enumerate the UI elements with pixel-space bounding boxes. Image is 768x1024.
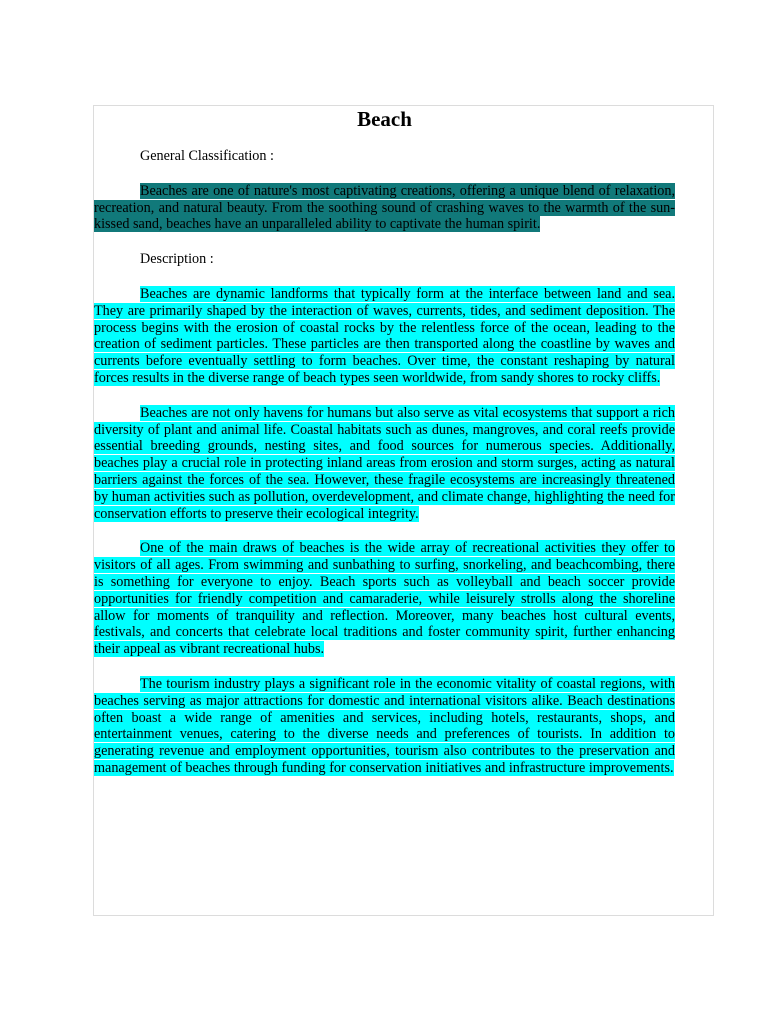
- description-text-1: Beaches are dynamic landforms that typically form at the interface between land and sea. They are primarily shaped by the interaction of waves, currents, tides, and sediment deposition. The process begins with the erosion of coastal rocks by the relentless force of the ocean, leading to the creation of sediment particles. These particles are then transported along the coastline by waves and currents before eventually settling to form beaches. Over time, the constant reshaping by natural forces results in the diverse range of beach types seen worldwide, from sandy shores to rocky cliffs.: [94, 285, 675, 386]
- description-paragraph-1: [94, 286, 675, 387]
- description-text-3: One of the main draws of beaches is the wide array of recreational activities they offer to visitors of all ages. From swimming and sunbathing to surfing, snorkeling, and beachcombing, there is something for everyone to enjoy. Beach sports such as volleyball and beach soccer provide opportunities for friendly competition and camaraderie, while leisurely strolls along the shoreline allow for moments of tranquility and reflection. Moreover, many beaches host cultural events, festivals, and concerts that celebrate local traditions and foster community spirit, further enhancing their appeal as vibrant recreational hubs.: [94, 540, 675, 658]
- general-classification-paragraph: [94, 183, 675, 233]
- description-text-4: The tourism industry plays a significant role in the economic vitality of coastal regions, with beaches serving as major attractions for domestic and international visitors alike. Beach destinations often boast a wide range of amenities and services, including hotels, restaurants, shops, and entertainment venues, catering to the diverse needs and preferences of tourists. In addition to generating revenue and employment opportunities, tourism also contributes to the preservation and management of beaches through funding for conservation initiatives and infrastructure improvements.: [94, 675, 675, 776]
- document-content: [94, 106, 675, 777]
- description-text-2: Beaches are not only havens for humans but also serve as vital ecosystems that support a rich diversity of plant and animal life. Coastal habitats such as dunes, mangroves, and coral reefs provide essential breeding grounds, nesting sites, and food sources for numerous species. Additionally, beaches play a crucial role in protecting inland areas from erosion and storm surges, acting as natural barriers against the forces of the sea. However, these fragile ecosystems are increasingly threatened by human activities such as pollution, overdevelopment, and climate change, highlighting the need for conservation efforts to preserve their ecological integrity.: [94, 404, 675, 522]
- description-paragraph-4: [94, 676, 675, 777]
- document-title: Beach: [357, 107, 412, 131]
- description-heading: Description :: [140, 251, 214, 268]
- description-paragraph-2: [94, 405, 675, 523]
- general-classification-text: Beaches are one of nature's most captivating creations, offering a unique blend of relaxation, recreation, and natural beauty. From the soothing sound of crashing waves to the warmth of the sun-kissed sand, beaches have an unparalleled ability to captivate the human spirit.: [94, 182, 675, 233]
- description-paragraph-3: [94, 540, 675, 658]
- document-page: [93, 105, 714, 916]
- general-classification-heading: General Classification :: [140, 148, 274, 164]
